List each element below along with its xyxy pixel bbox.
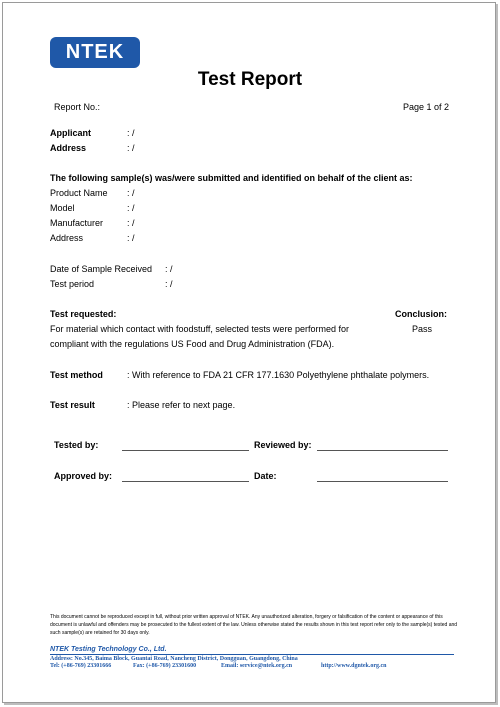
approved-by-line [122, 481, 249, 482]
conclusion-value: Pass [412, 324, 433, 334]
test-method-label: Test method [50, 370, 103, 380]
test-period-label: Test period [50, 279, 95, 289]
address-value: : / [127, 143, 135, 153]
sample-address-label: Address [50, 233, 84, 243]
test-requested-line2: compliant with the regulations US Food and Drug Administration (FDA). [50, 339, 335, 349]
manufacturer-value: : / [127, 218, 135, 228]
footer-tel: Tel: (+86-769) 23301666 [50, 663, 112, 669]
product-name-label: Product Name [50, 188, 108, 198]
conclusion-heading: Conclusion: [395, 309, 447, 319]
footer-email: Email: service@ntek.org.cn [221, 663, 293, 669]
model-value: : / [127, 203, 135, 213]
report-page [2, 2, 496, 703]
report-no-label: Report No.: [54, 102, 101, 112]
footer-fax: Fax: (+86-769) 23301600 [133, 663, 197, 669]
page-indicator: Page 1 of 2 [403, 102, 450, 112]
date-label: Date: [254, 471, 277, 481]
footer-web[interactable]: http://www.dgntek.org.cn [321, 663, 387, 669]
ntek-logo [50, 37, 140, 68]
test-method-value: : With reference to FDA 21 CFR 177.1630 Polyethylene phthalate polymers. [127, 370, 430, 380]
test-result-label: Test result [50, 400, 95, 410]
page-title: Test Report [197, 69, 303, 90]
applicant-value: : / [127, 128, 135, 138]
footer-company: NTEK Testing Technology Co., Ltd. [50, 646, 167, 653]
footer-address: Address: No.345, Baima Block, Guantai Road, Nancheng District, Dongguan, Guangdong, China [50, 656, 298, 662]
approved-by-label: Approved by: [54, 471, 113, 481]
sample-heading: The following sample(s) was/were submitted and identified on behalf of the client as: [50, 173, 413, 183]
applicant-label: Applicant [50, 128, 92, 138]
test-requested-heading: Test requested: [50, 309, 117, 319]
disclaimer-text: This document cannot be reproduced except in full, without prior written approval of NTEK. Any unauthorized alteration, forgery or falsification of the content or appearance of this document is unlawful and offenders may be prosecuted to the fullest extent of the law. Unless otherwise stated the results shown in this test report refer only to the sample(s) tested and such sample(s) are retained for 30 days only. [50, 614, 458, 636]
tested-by-label: Tested by: [54, 440, 99, 450]
date-received-label: Date of Sample Received [50, 264, 153, 274]
product-name-value: : / [127, 188, 135, 198]
footer-divider [50, 654, 454, 655]
test-period-value: : / [165, 279, 173, 289]
reviewed-by-line [317, 450, 448, 451]
reviewed-by-label: Reviewed by: [254, 440, 312, 450]
test-requested-line1: For material which contact with foodstuff, selected tests were performed for [50, 324, 349, 334]
manufacturer-label: Manufacturer [50, 218, 104, 228]
date-line [317, 481, 448, 482]
sample-address-value: : / [127, 233, 135, 243]
address-label: Address [50, 143, 87, 153]
tested-by-line [122, 450, 249, 451]
test-result-value: : Please refer to next page. [127, 400, 236, 410]
logo-text: NTEK [65, 41, 125, 63]
model-label: Model [50, 203, 75, 213]
date-received-value: : / [165, 264, 173, 274]
